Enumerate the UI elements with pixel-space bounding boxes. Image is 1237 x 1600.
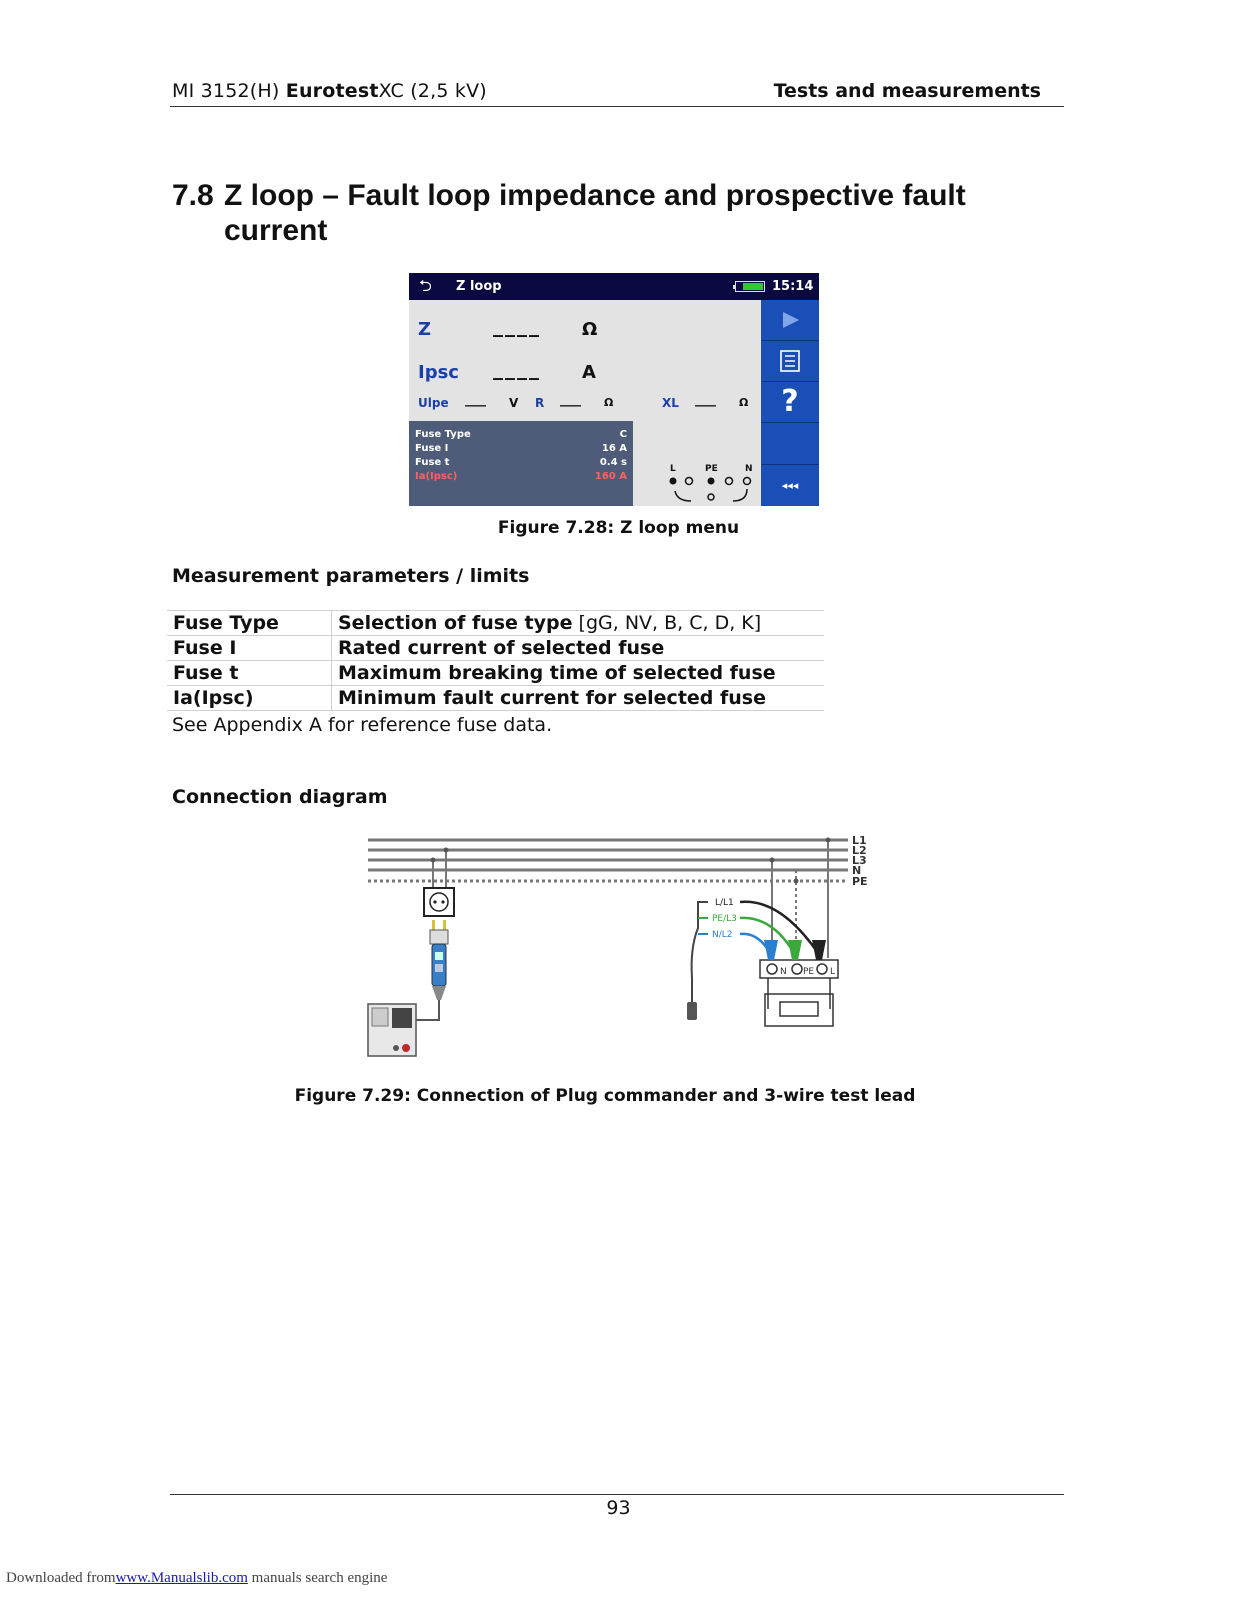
param-name: Fuse Type (167, 611, 332, 636)
device-screen (409, 273, 819, 506)
fuse-i-value: 16 A (601, 443, 627, 454)
lead-connector-icon (687, 1002, 697, 1020)
line-label-n: N (852, 864, 862, 877)
brand-text: Eurotest (285, 80, 379, 102)
lead-label-l: L/L1 (715, 898, 734, 908)
z-label: Z (418, 319, 432, 340)
table-row (167, 636, 824, 661)
fuse-i-key: Fuse I (415, 443, 449, 454)
r-value: ___ (560, 391, 581, 407)
fuse-type-key: Fuse Type (415, 429, 471, 440)
footer-prefix: Downloaded from (6, 1570, 116, 1586)
fuse-i-row (415, 443, 627, 457)
page-number: 93 (606, 1497, 631, 1519)
line-label-l2: L2 (852, 844, 867, 857)
param-desc: Maximum breaking time of selected fuse (332, 661, 825, 686)
terminal-diagram-icon (663, 473, 759, 505)
xl-label: XL (662, 396, 679, 410)
section-number: 7.8 (172, 179, 214, 212)
terminal-pe-label: PE (705, 464, 718, 474)
variant-text: XC (2,5 kV) (378, 80, 487, 102)
header-title (172, 80, 487, 102)
figure-caption-1: Figure 7.28: Z loop menu (497, 518, 740, 538)
ipsc-value: ____ (493, 356, 541, 380)
model-text: MI 3152(H) (172, 80, 280, 102)
fuse-parameters-panel[interactable] (409, 421, 633, 506)
list-icon[interactable] (761, 341, 819, 382)
screen-time: 15:14 (772, 279, 814, 294)
line-label-l3: L3 (852, 854, 867, 867)
z-value: ____ (493, 313, 541, 337)
download-footer (6, 1570, 387, 1587)
xl-unit: Ω (739, 396, 749, 409)
xl-value: ___ (695, 391, 716, 407)
parameters-note: See Appendix A for reference fuse data. (172, 714, 553, 736)
section-title (172, 178, 1032, 248)
ulpe-value: ___ (465, 391, 486, 407)
parameters-table (167, 610, 824, 711)
figure-caption-2: Figure 7.29: Connection of Plug commander and 3-wire test lead (294, 1086, 916, 1106)
socket-icon (424, 888, 454, 916)
back-icon[interactable]: ⮌ (419, 276, 432, 295)
plug-commander-icon (430, 920, 448, 1000)
ipsc-label: Ipsc (418, 362, 459, 383)
battery-icon (735, 281, 765, 292)
parameters-heading: Measurement parameters / limits (172, 565, 530, 587)
section-title-line1: Z loop – Fault loop impedance and prospective fault (224, 179, 966, 212)
terminal-n-label: N (745, 464, 753, 474)
connection-heading: Connection diagram (172, 786, 388, 808)
table-row (167, 686, 824, 711)
line-label-pe: PE (852, 875, 868, 888)
terminal-l-label: L (670, 464, 676, 474)
manualslib-link[interactable]: www.Manualslib.com (115, 1570, 248, 1586)
fuse-t-value: 0.4 s (599, 457, 627, 468)
lead-label-n: N/L2 (712, 930, 733, 940)
terminal-l-text: L (830, 967, 836, 977)
section-title-line2: current (224, 214, 328, 247)
fuse-ia-row (415, 471, 627, 485)
table-row (167, 611, 824, 636)
param-desc: Selection of fuse type [gG, NV, B, C, D, K] (332, 611, 825, 636)
param-name: Ia(Ipsc) (167, 686, 332, 711)
r-unit: Ω (604, 396, 614, 409)
screen-title: Z loop (456, 279, 502, 294)
terminal-n-text: N (780, 967, 787, 977)
lead-label-pe: PE/L3 (712, 914, 737, 924)
ipsc-unit: A (582, 362, 596, 383)
connection-diagram (360, 828, 880, 1084)
footer-suffix: manuals search engine (247, 1570, 388, 1586)
r-label: R (535, 396, 545, 410)
header-section: Tests and measurements (773, 80, 1041, 102)
param-name: Fuse I (167, 636, 332, 661)
param-desc: Rated current of selected fuse (332, 636, 825, 661)
fuse-t-row (415, 457, 627, 471)
fuse-type-row (415, 429, 627, 443)
line-label-l1: L1 (852, 834, 867, 847)
terminal-pe-text: PE (803, 967, 815, 977)
header-rule (170, 106, 1064, 107)
more-icon[interactable]: ◂◂◂ (761, 464, 819, 506)
play-icon[interactable] (761, 300, 819, 341)
screen-side-menu (761, 300, 819, 506)
ulpe-label: Ulpe (418, 396, 449, 410)
footer-rule (170, 1494, 1064, 1495)
fuse-t-key: Fuse t (415, 457, 450, 468)
fuse-ia-value: 160 A (594, 471, 627, 482)
side-menu-blank (761, 423, 819, 463)
fuse-ia-key: Ia(Ipsc) (415, 471, 458, 482)
instrument-icon (368, 1004, 416, 1056)
fuse-type-value: C (619, 429, 627, 440)
z-unit: Ω (582, 319, 598, 340)
help-icon[interactable]: ? (761, 382, 819, 423)
param-desc: Minimum fault current for selected fuse (332, 686, 825, 711)
screen-title-bar (409, 273, 819, 300)
param-name: Fuse t (167, 661, 332, 686)
ulpe-unit: V (509, 396, 519, 410)
table-row (167, 661, 824, 686)
